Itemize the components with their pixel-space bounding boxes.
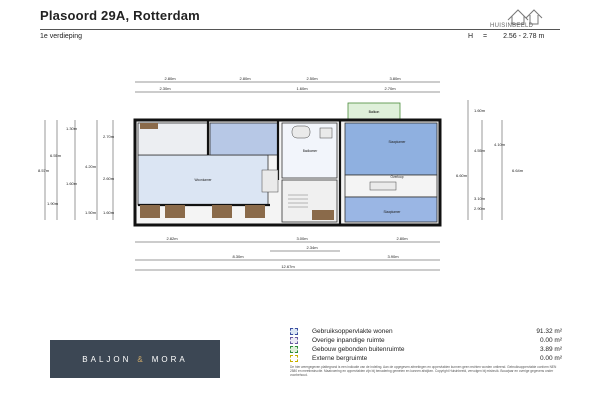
legend-value-2: 3.89 m² — [539, 346, 562, 353]
dim-top1-1: 2.80m — [239, 76, 251, 81]
legend-label-1: Overige inpandige ruimte — [312, 337, 385, 344]
room-right-top — [345, 123, 437, 175]
balcony-label: Balkon — [368, 110, 380, 114]
height-equals: = — [483, 33, 488, 40]
height-symbol: H — [468, 33, 474, 40]
dim-left-7: 1.50m — [85, 210, 97, 215]
dim-bottom4-0: 12.67m — [281, 264, 295, 269]
dim-left-9: 1.90m — [47, 201, 59, 206]
legend-swatch-0 — [290, 328, 298, 335]
legend-swatch-1 — [290, 337, 298, 344]
legend-value-0: 91.32 m² — [536, 328, 562, 335]
brand-left: BALJON — [82, 354, 132, 364]
dim-right-0: 1.60m — [474, 108, 486, 113]
dim-left-6: 1.60m — [66, 181, 78, 186]
legend-value-1: 0.00 m² — [539, 337, 562, 344]
legend-label-0: Gebruiksoppervlakte wonen — [312, 328, 393, 335]
dim-top1-3: 3.80m — [389, 76, 401, 81]
dim-top2-1: 1.60m — [296, 86, 308, 91]
room-label-overloop: Overloop — [390, 175, 404, 179]
height-value: 2.56 - 2.78 m — [503, 33, 545, 40]
logo-text: HUISINBEELD — [490, 23, 534, 29]
dim-right-5: 2.90m — [474, 206, 486, 211]
legend — [290, 327, 562, 363]
brand-amp: & — [137, 354, 146, 364]
legend-row-1 — [290, 336, 562, 345]
dim-bottom1-0: 2.82m — [166, 236, 178, 241]
dim-left-5: 2.60m — [103, 176, 115, 181]
dim-bottom1-1: 3.00m — [296, 236, 308, 241]
dim-right-4: 6.60m — [456, 173, 468, 178]
floor-label: 1e verdieping — [40, 33, 83, 40]
room-label-bath: Badkamer — [302, 149, 318, 153]
legend-swatch-2 — [290, 346, 298, 353]
brand-logo — [50, 340, 220, 378]
dim-left-8: 1.60m — [103, 210, 115, 215]
legend-label-3: Externe bergruimte — [312, 355, 368, 362]
dim-left-2: 1.30m — [66, 126, 78, 131]
dim-left-1: 6.55m — [50, 153, 62, 158]
brand-right: MORA — [151, 354, 188, 364]
room-label-left-large: Woonkamer — [194, 178, 212, 182]
legend-value-3: 0.00 m² — [539, 355, 562, 362]
room-label-right-bottom: Slaapkamer — [383, 210, 401, 214]
dim-right-6: 3.10m — [474, 196, 486, 201]
dim-top2-0: 2.30m — [159, 86, 171, 91]
dim-top1-2: 2.50m — [306, 76, 318, 81]
dim-bottom1-2: 2.80m — [396, 236, 408, 241]
legend-row-2 — [290, 345, 562, 354]
dim-top1-0: 2.80m — [164, 76, 176, 81]
disclaimer-text: De hier weergegeven plattegrond is een indicatie van de indeling. Aan de opgegeven afmetingen en oppervlakten kunnen geen rechten worden ontleend. Gebruiksoppervlakte conform NEN 2580 en meetinstructie. Maatvoering en oppervlakten zijn bij benadering gemeten en kunnen afwijken. Copyright Huisinbeeld, vervolgen bij misbruik. Bouwjaar en overige gegevens onder voorbehoud. — [290, 365, 557, 378]
legend-row-3 — [290, 354, 562, 363]
room-label-right-top: Slaapkamer — [388, 140, 406, 144]
dim-left-3: 2.70m — [103, 134, 115, 139]
dim-bottom3-0: 8.30m — [232, 254, 244, 259]
legend-label-2: Gebouw gebonden buitenruimte — [312, 346, 405, 353]
legend-swatch-3 — [290, 355, 298, 362]
dim-bottom2-0: 2.34m — [306, 245, 318, 250]
dim-top2-2: 2.70m — [384, 86, 396, 91]
dim-left-0: 8.57m — [38, 168, 50, 173]
dim-right-3: 4.55m — [474, 148, 486, 153]
dim-left-4: 4.20m — [85, 164, 97, 169]
dim-bottom3-1: 3.90m — [387, 254, 399, 259]
legend-row-0 — [290, 327, 562, 336]
page-title: Plasoord 29A, Rotterdam — [40, 8, 200, 23]
room-middle-top — [210, 123, 278, 155]
dim-right-2: 6.64m — [512, 168, 524, 173]
dim-right-1: 4.10m — [494, 142, 506, 147]
